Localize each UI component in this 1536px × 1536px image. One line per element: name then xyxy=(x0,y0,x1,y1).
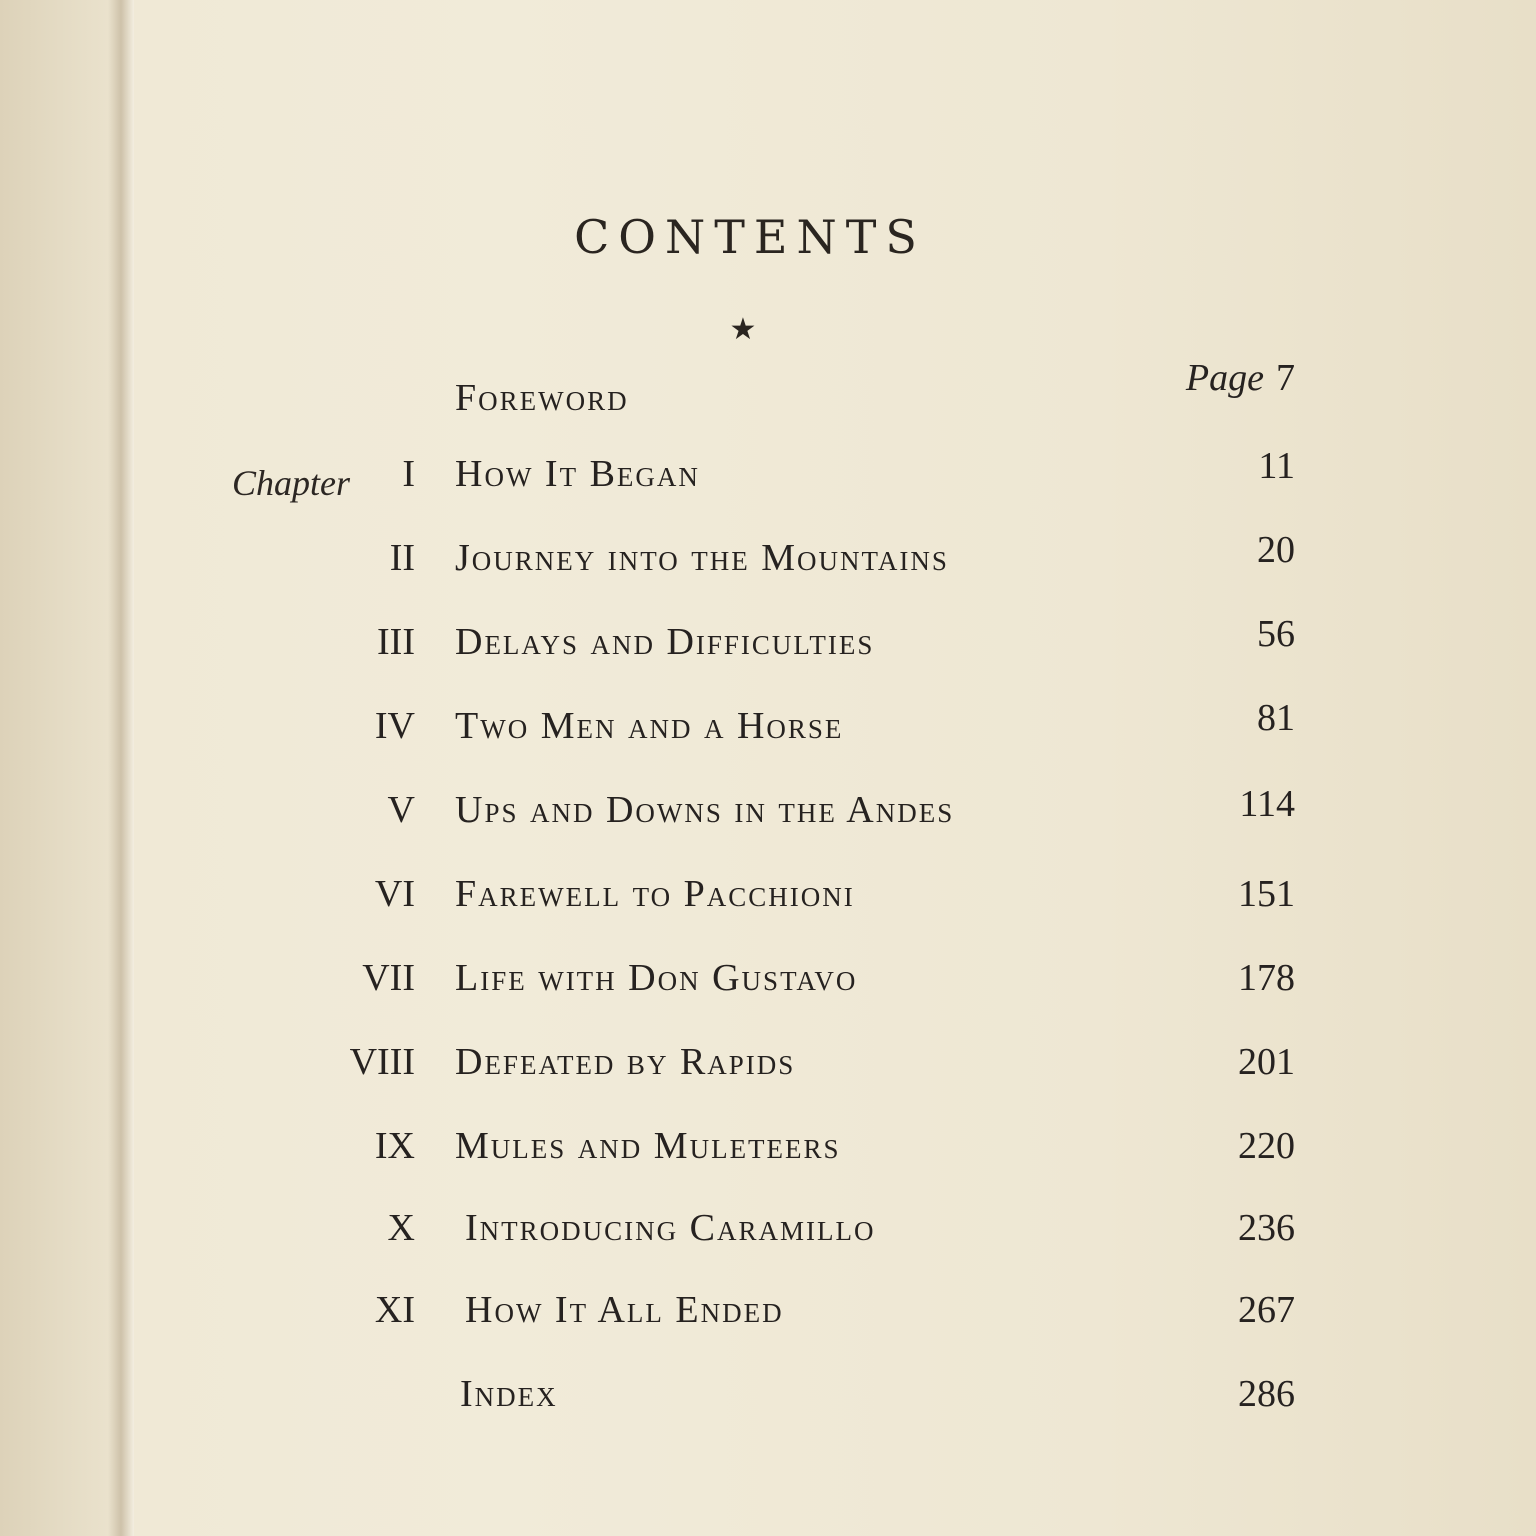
chapter-label: Chapter xyxy=(232,463,351,503)
toc-entry-chapter-6 xyxy=(0,872,1536,932)
toc-entry-chapter-10 xyxy=(0,1206,1536,1266)
star-ornament-icon: ★ xyxy=(729,312,757,347)
chapter-numeral: IX xyxy=(374,1125,415,1167)
entry-title: Ups and Downs in the Andes xyxy=(455,789,955,831)
entry-title: Introducing Caramillo xyxy=(465,1207,876,1249)
toc-entry-foreword xyxy=(0,357,1536,428)
entry-page: 11 xyxy=(1258,445,1295,487)
toc-entry-chapter-11 xyxy=(0,1288,1536,1348)
entry-title: How It All Ended xyxy=(465,1289,784,1331)
entry-page: 56 xyxy=(1257,613,1295,655)
chapter-numeral: VI xyxy=(374,873,415,915)
toc-entry-chapter-7 xyxy=(0,956,1536,1016)
toc-entry-chapter-3 xyxy=(0,613,1536,680)
entry-page: 114 xyxy=(1239,783,1295,825)
page-label: Page xyxy=(1185,357,1264,399)
chapter-numeral: X xyxy=(387,1207,415,1249)
chapter-numeral: VIII xyxy=(349,1041,415,1083)
entry-title: Mules and Muleteers xyxy=(455,1125,841,1167)
toc-entry-chapter-4 xyxy=(0,697,1536,764)
entry-page: 81 xyxy=(1257,697,1295,739)
chapter-numeral: XI xyxy=(374,1289,415,1331)
entry-title: Index xyxy=(460,1373,558,1415)
entry-page xyxy=(1130,356,1295,400)
chapter-numeral: III xyxy=(377,621,415,663)
entry-page: 20 xyxy=(1257,529,1295,571)
entry-title: Journey into the Mountains xyxy=(455,537,949,579)
chapter-numeral: V xyxy=(387,789,415,831)
page-number: 7 xyxy=(1276,357,1295,399)
entry-page: 236 xyxy=(1238,1207,1295,1249)
toc-entry-index xyxy=(0,1372,1536,1432)
toc-entry-chapter-5 xyxy=(0,783,1536,848)
entry-page: 267 xyxy=(1238,1289,1295,1331)
chapter-numeral: I xyxy=(402,453,415,495)
entry-page: 178 xyxy=(1238,957,1295,999)
chapter-numeral: VII xyxy=(362,957,415,999)
entry-title: Two Men and a Horse xyxy=(455,705,844,747)
chapter-numeral: II xyxy=(389,537,415,579)
entry-page: 151 xyxy=(1238,873,1295,915)
entry-title: How It Began xyxy=(455,453,700,495)
entry-title: Foreword xyxy=(455,377,629,419)
entry-page: 286 xyxy=(1238,1373,1295,1415)
entry-title: Delays and Difficulties xyxy=(455,621,875,663)
entry-title: Defeated by Rapids xyxy=(455,1041,796,1083)
entry-page: 220 xyxy=(1238,1125,1295,1167)
toc-entry-chapter-9 xyxy=(0,1124,1536,1184)
chapter-numeral: IV xyxy=(374,705,415,747)
entry-title: Farewell to Pacchioni xyxy=(455,873,855,915)
toc-entry-chapter-1 xyxy=(0,445,1536,512)
contents-heading: CONTENTS xyxy=(574,210,926,264)
toc-entry-chapter-2 xyxy=(0,529,1536,596)
entry-title: Life with Don Gustavo xyxy=(455,957,858,999)
entry-page: 201 xyxy=(1238,1041,1295,1083)
toc-entry-chapter-8 xyxy=(0,1040,1536,1100)
